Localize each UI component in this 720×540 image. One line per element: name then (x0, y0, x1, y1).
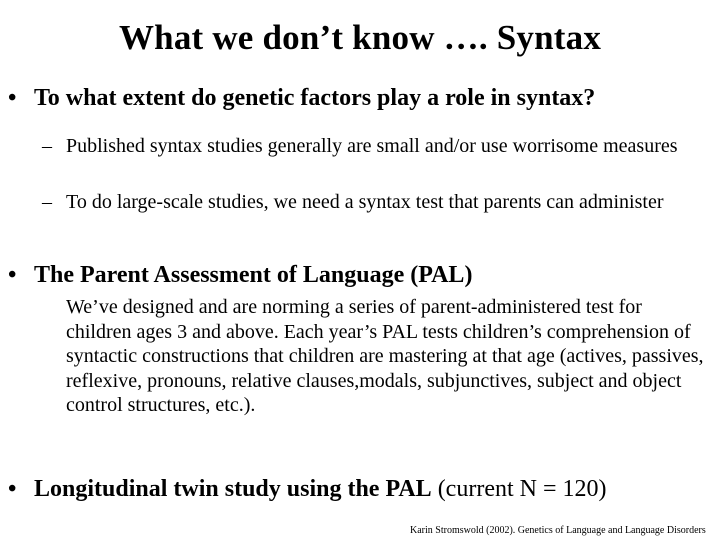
pal-description: We’ve designed and are norming a series of parent-administered test for children ages 3 and above. Each year’s PAL tests children’s comprehension of syntactic constructions that children are mastering at that age (actives, passives, reflexive, pronouns, relative clauses,modals, subjunctives, subject and object control structures, etc.). (66, 296, 704, 416)
dash-icon: – (42, 135, 52, 157)
bullet-icon: • (8, 85, 17, 111)
sub-bullet-text: Published syntax studies generally are small and/or use worrisome measures (66, 135, 678, 157)
footer-citation: Karin Stromswold (2002). Genetics of Language and Language Disorders (410, 525, 706, 536)
bullet-genetic-factors (8, 84, 595, 112)
sub-bullet-large-scale (42, 190, 702, 214)
bullet-icon: • (8, 262, 17, 288)
sub-bullet-published-studies (42, 134, 702, 158)
bullet-text: The Parent Assessment of Language (PAL) (34, 262, 473, 288)
bullet-text-normal: (current N = 120) (431, 476, 607, 502)
sub-bullet-text: To do large-scale studies, we need a syntax test that parents can administer (66, 191, 664, 213)
bullet-text-bold: Longitudinal twin study using the PAL (34, 476, 432, 502)
bullet-pal (8, 261, 472, 289)
slide-title: What we don’t know …. Syntax (118, 18, 602, 57)
bullet-twin-study (8, 475, 607, 503)
bullet-icon: • (8, 476, 17, 502)
bullet-text: To what extent do genetic factors play a role in syntax? (34, 85, 596, 111)
dash-icon: – (42, 191, 52, 213)
